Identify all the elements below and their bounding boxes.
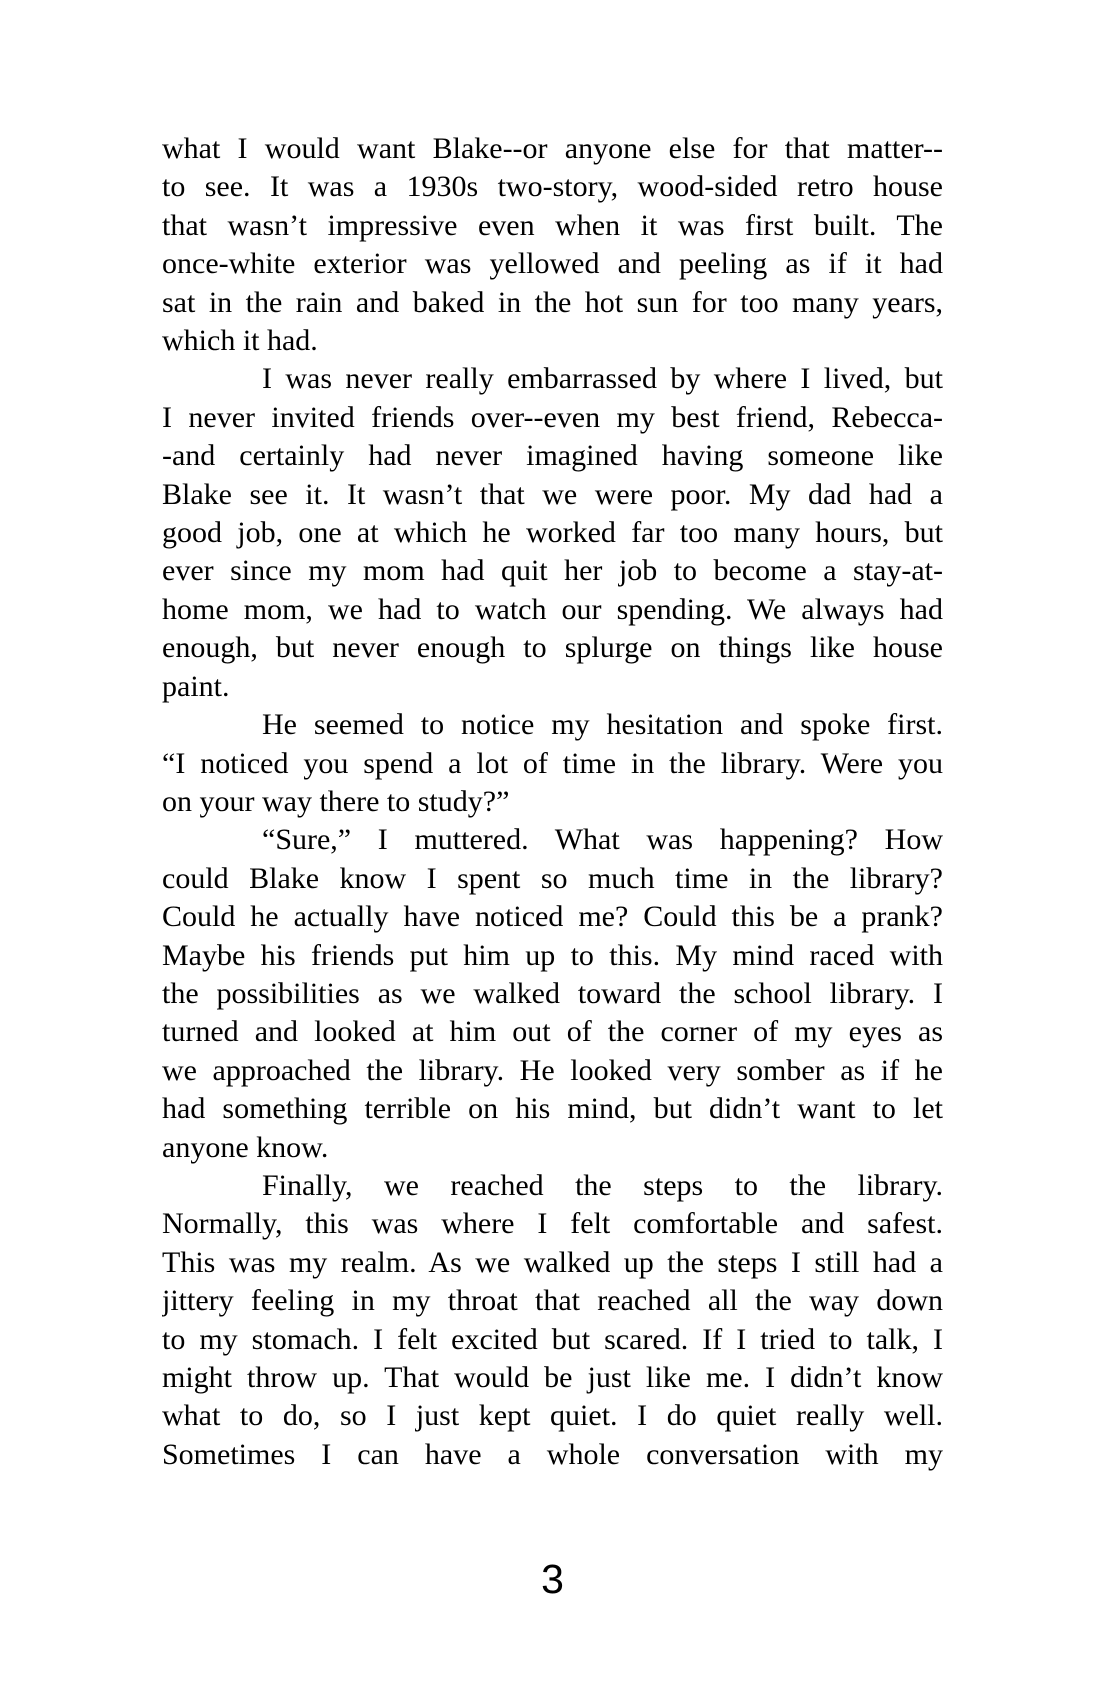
text-line: Blake see it. It wasn’t that we were poor. My dad had a <box>162 477 943 511</box>
text-line: good job, one at which he worked far too many hours, but <box>162 516 943 550</box>
text-line: home mom, we had to watch our spending. We always had <box>162 592 943 626</box>
text-line: the possibilities as we walked toward the school library. I <box>162 976 943 1010</box>
text-line: He seemed to notice my hesitation and spoke first. <box>262 708 943 742</box>
text-line: turned and looked at him out of the corner of my eyes as <box>162 1015 943 1049</box>
text-line: might throw up. That would be just like me. I didn’t know <box>162 1361 943 1394</box>
text-line: what to do, so I just kept quiet. I do quiet really well. <box>162 1399 943 1433</box>
text-line: on your way there to study?” <box>162 784 510 818</box>
text-line: I was never really embarrassed by where I lived, but <box>262 362 943 396</box>
text-line: what I would want Blake--or anyone else for that matter-- <box>162 132 943 165</box>
text-line: sat in the rain and baked in the hot sun for too many years, <box>162 285 943 319</box>
page-text <box>162 130 943 1474</box>
text-line: -and certainly had never imagined having someone like <box>162 439 943 473</box>
text-line: once-white exterior was yellowed and peeling as if it had <box>162 247 943 281</box>
text-line: Normally, this was where I felt comfortable and safest. <box>162 1207 943 1241</box>
text-line: paint. <box>162 669 230 703</box>
text-line: had something terrible on his mind, but didn’t want to let <box>162 1092 943 1126</box>
text-line: “I noticed you spend a lot of time in the library. Were you <box>162 746 943 780</box>
text-line: we approached the library. He looked very somber as if he <box>162 1053 943 1087</box>
text-line: to my stomach. I felt excited but scared. If I tried to talk, I <box>162 1322 943 1356</box>
text-line: Finally, we reached the steps to the library. <box>262 1168 943 1202</box>
text-line: could Blake know I spent so much time in the library? <box>162 861 943 895</box>
text-line: that wasn’t impressive even when it was first built. The <box>162 208 943 242</box>
text-line: “Sure,” I muttered. What was happening? How <box>262 823 943 857</box>
text-line: enough, but never enough to splurge on things like house <box>162 631 943 665</box>
text-line: which it had. <box>162 324 318 358</box>
page-number: 3 <box>541 1556 564 1602</box>
text-line: Sometimes I can have a whole conversation with my <box>162 1437 943 1471</box>
text-line: jittery feeling in my throat that reached all the way down <box>162 1284 943 1318</box>
text-line: to see. It was a 1930s two-story, wood-sided retro house <box>162 170 943 204</box>
text-line: Could he actually have noticed me? Could this be a prank? <box>162 900 943 934</box>
text-line: This was my realm. As we walked up the steps I still had a <box>162 1245 943 1279</box>
text-line: Maybe his friends put him up to this. My mind raced with <box>162 938 943 972</box>
text-line: I never invited friends over--even my best friend, Rebecca- <box>162 400 943 434</box>
text-line: anyone know. <box>162 1130 329 1164</box>
text-line: ever since my mom had quit her job to become a stay-at- <box>162 554 943 588</box>
